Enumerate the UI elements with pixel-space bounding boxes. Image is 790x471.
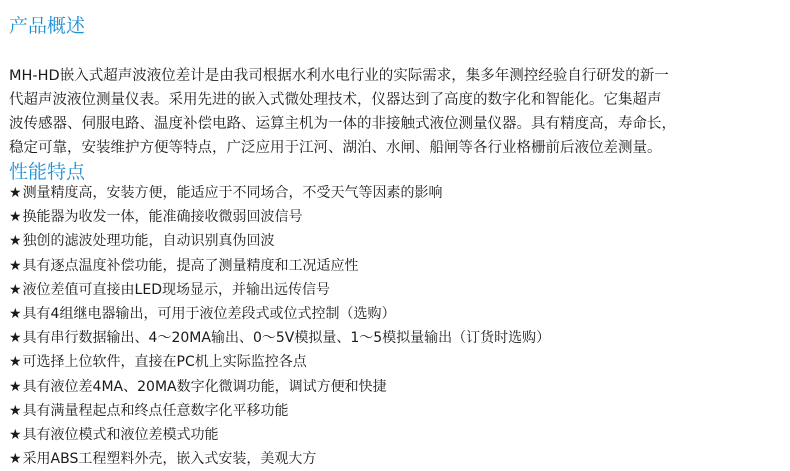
star-icon: ★ [9, 281, 22, 298]
feature-item [9, 205, 550, 229]
star-icon: ★ [9, 185, 22, 201]
overview-title: 产品概述 [9, 15, 86, 37]
star-icon: ★ [9, 209, 22, 226]
feature-item [9, 350, 550, 374]
star-icon: ★ [9, 257, 22, 274]
feature-item [9, 278, 550, 302]
feature-text: 换能器为收发一体，能准确接收微弱回波信号 [22, 209, 303, 226]
feature-text: 具有串行数据输出、4～20MA输出、0～5V模拟量、1～5模拟量输出（订货时选购） [22, 330, 551, 347]
feature-text: 具有满量程起点和终点任意数字化平移功能 [22, 402, 289, 419]
feature-item [9, 326, 550, 350]
overview-line: MH-HD嵌入式超声波液位差计是由我司根据水利水电行业的实际需求，集多年测控经验自行研发的新一 [9, 68, 669, 84]
overview-line: 波传感器、伺服电路、温度补偿电路、运算主机为一体的非接触式液位测量仪器。具有精度高，寿命长， [9, 116, 676, 132]
feature-item [9, 375, 550, 399]
feature-item [9, 181, 550, 205]
features-list [9, 181, 550, 471]
star-icon: ★ [9, 305, 22, 322]
feature-text: 液位差值可直接由LED现场显示，并输出远传信号 [22, 281, 330, 298]
feature-item [9, 423, 550, 447]
star-icon: ★ [9, 402, 22, 419]
features-title: 性能特点 [9, 161, 86, 183]
overview-line: 代超声波液位测量仪表。采用先进的嵌入式微处理技术，仪器达到了高度的数字化和智能化。它集超声 [9, 92, 662, 108]
feature-text: 采用ABS工程塑料外壳，嵌入式安装，美观大方 [22, 451, 317, 468]
feature-item [9, 447, 550, 471]
star-icon: ★ [9, 451, 22, 468]
feature-text: 独创的滤波处理功能，自动识别真伪回波 [22, 233, 275, 250]
star-icon: ★ [9, 330, 22, 347]
star-icon: ★ [9, 233, 22, 250]
star-icon: ★ [9, 426, 22, 443]
feature-item [9, 229, 550, 253]
star-icon: ★ [9, 354, 22, 371]
feature-item [9, 302, 550, 326]
star-icon: ★ [9, 378, 22, 395]
feature-text: 具有液位差4MA、20MA数字化微调功能，调试方便和快捷 [22, 378, 387, 395]
feature-item [9, 399, 550, 423]
overview-description [9, 64, 781, 160]
feature-text: 具有逐点温度补偿功能，提高了测量精度和工况适应性 [22, 257, 359, 274]
feature-text: 具有液位模式和液位差模式功能 [22, 426, 219, 443]
overview-line: 稳定可靠，安装维护方便等特点，广泛应用于江河、湖泊、水闸、船闸等各行业格栅前后液位差测量。 [9, 140, 662, 156]
feature-text: 具有4组继电器输出，可用于液位差段式或位式控制（选购） [22, 305, 396, 322]
feature-item [9, 254, 550, 278]
feature-text: 可选择上位软件，直接在PC机上实际监控各点 [22, 354, 307, 371]
feature-text: 测量精度高，安装方便，能适应于不同场合，不受天气等因素的影响 [22, 185, 443, 201]
